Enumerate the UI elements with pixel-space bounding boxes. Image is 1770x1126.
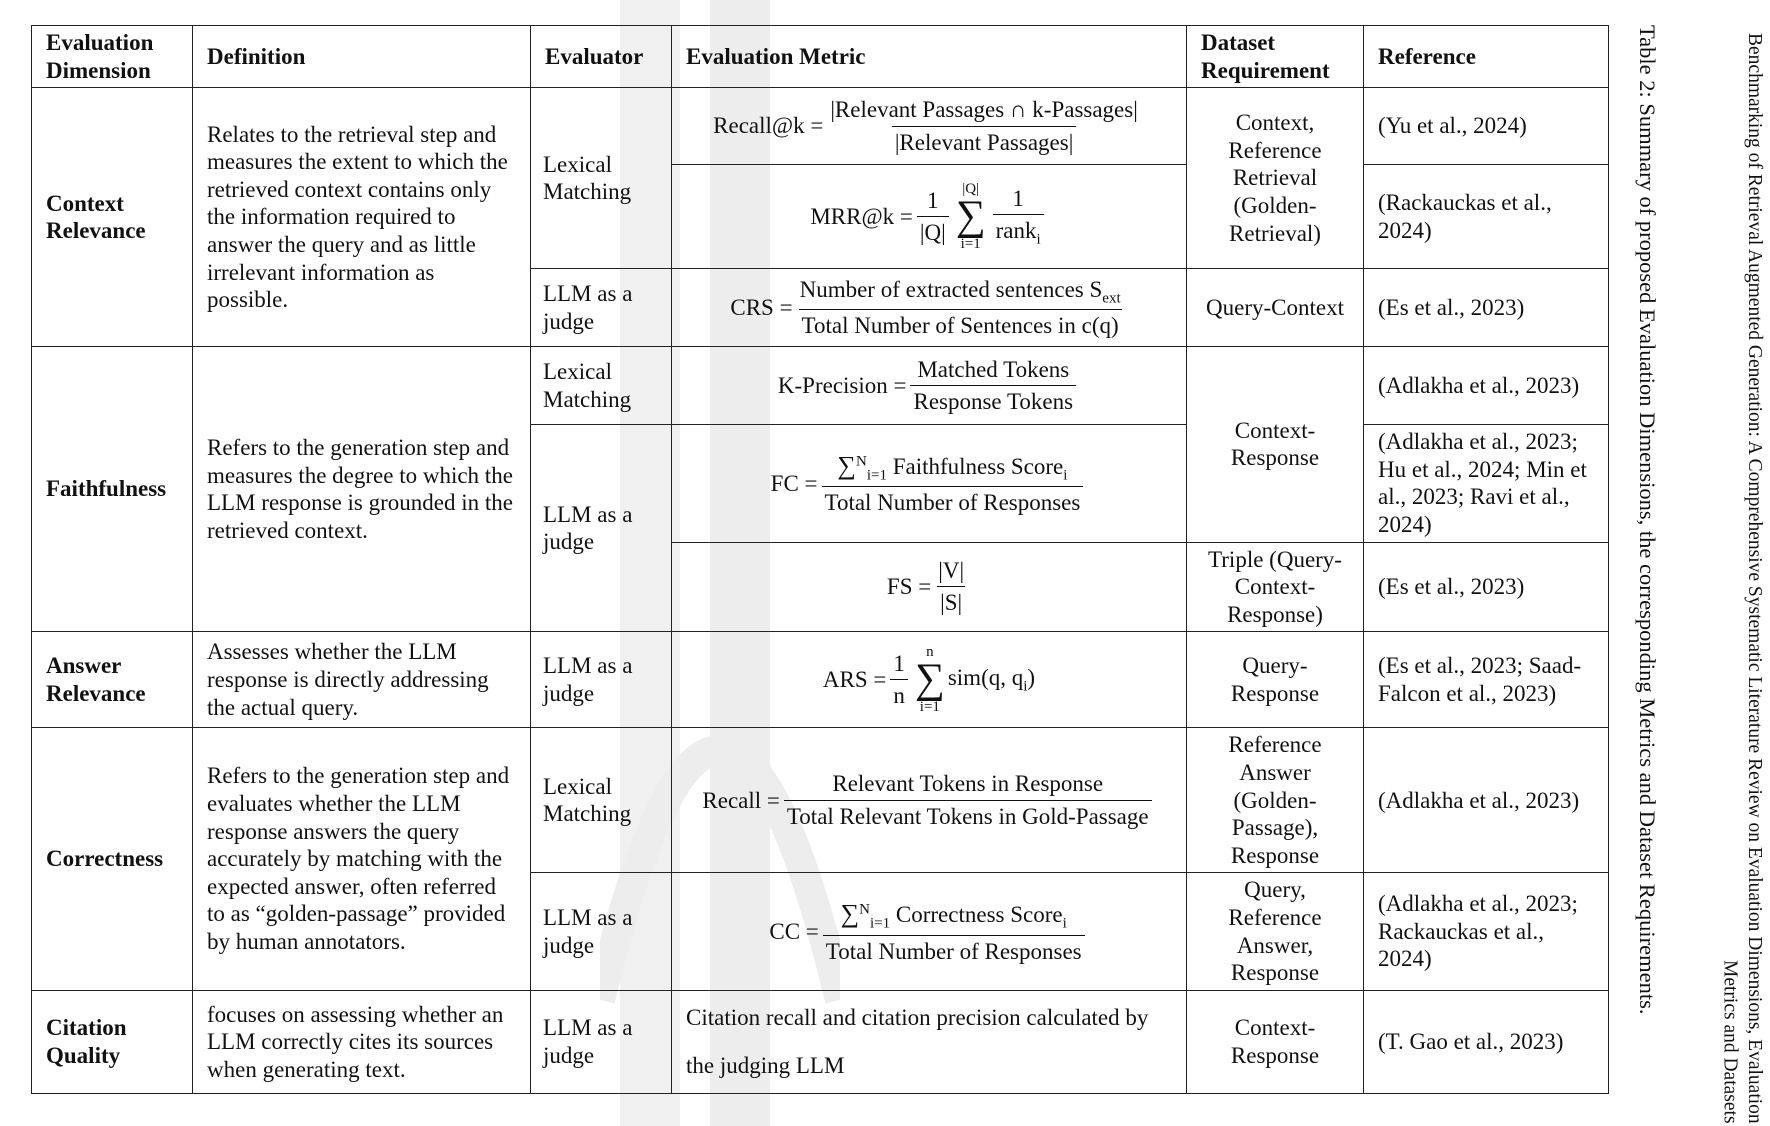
requirement-context-response: Context-Response	[1187, 347, 1364, 542]
reference-ars: (Es et al., 2023; Saad-Falcon et al., 2023)	[1364, 632, 1609, 728]
table-row	[32, 347, 1609, 425]
sum-lower-limit: i=1	[960, 235, 981, 252]
similarity-close: )	[1027, 665, 1036, 691]
table-row	[32, 990, 1609, 1094]
sum-sigma: ∑	[840, 898, 860, 928]
evaluator-llm-faithfulness: LLM as a judge	[531, 425, 672, 632]
formula-numerator: |Relevant Passages ∩ k-Passages|	[830, 97, 1138, 123]
evaluator-lexical-correctness: Lexical Matching	[531, 728, 672, 873]
reference-cc: (Adlakha et al., 2023; Rackauckas et al., 2024)	[1364, 873, 1609, 990]
formula-denominator: Total Relevant Tokens in Gold-Passage	[784, 800, 1152, 831]
score-subscript: i	[1063, 467, 1068, 484]
formula-numerator: 1	[893, 650, 905, 676]
formula-lhs: Recall@k =	[713, 113, 824, 139]
formula-lhs: CRS =	[730, 294, 793, 320]
requirement-triple: Triple (Query-Context-Response)	[1187, 542, 1364, 632]
requirement-query-response: Query-Response	[1187, 632, 1364, 728]
reference-fs: (Es et al., 2023)	[1364, 542, 1609, 632]
requirement-query-reference-answer: Query, Reference Answer, Response	[1187, 873, 1364, 990]
sum-sigma: ∑	[955, 192, 986, 239]
requirement-golden-retrieval: Context, Reference Retrieval (Golden-Retrieval)	[1187, 88, 1364, 269]
formula-crs	[672, 269, 1187, 347]
definition-citation-quality: focuses on assessing whether an LLM correctly cites its sources when generating text.	[193, 990, 531, 1094]
col-header-evaluator: Evaluator	[531, 26, 672, 88]
score-subscript: i	[1062, 915, 1067, 932]
dimension-context-relevance: Context Relevance	[32, 88, 193, 347]
reference-recall: (Adlakha et al., 2023)	[1364, 728, 1609, 873]
col-header-dimension: Evaluation Dimension	[32, 26, 193, 88]
rank-term: rank	[995, 218, 1037, 244]
score-term: Faithfulness Score	[892, 453, 1064, 479]
requirement-query-context: Query-Context	[1187, 269, 1364, 347]
formula-denominator: Total Number of Responses	[822, 486, 1084, 517]
evaluator-llm-answer: LLM as a judge	[531, 632, 672, 728]
reference-recall-at-k: (Yu et al., 2024)	[1364, 88, 1609, 165]
running-header	[1717, 0, 1766, 1124]
formula-denominator: n	[890, 679, 908, 710]
formula-numerator: 1	[1012, 185, 1024, 211]
evaluator-llm-correctness: LLM as a judge	[531, 873, 672, 990]
sum-lower-limit: i=1	[866, 467, 887, 484]
sum-lower-limit: i=1	[919, 698, 940, 715]
formula-numerator: Number of extracted sentences S	[799, 276, 1103, 302]
formula-lhs: Recall =	[702, 787, 780, 813]
formula-denominator: |Q|	[917, 216, 949, 247]
table-row	[32, 728, 1609, 873]
dimension-answer-relevance: Answer Relevance	[32, 632, 193, 728]
reference-mrr: (Rackauckas et al., 2024)	[1364, 165, 1609, 269]
formula-recall-at-k	[672, 88, 1187, 165]
sum-upper-limit: n	[926, 643, 934, 660]
formula-k-precision	[672, 347, 1187, 425]
requirement-reference-answer: Reference Answer (Golden-Passage), Response	[1187, 728, 1364, 873]
formula-numerator: Matched Tokens	[917, 356, 1070, 382]
formula-numerator: 1	[927, 187, 939, 213]
formula-lhs: FS =	[886, 574, 932, 600]
sum-sigma: ∑	[837, 450, 856, 480]
col-header-dataset: Dataset Requirement	[1187, 26, 1364, 88]
formula-subscript: ext	[1102, 290, 1121, 307]
sum-sigma: ∑	[914, 655, 945, 702]
sum-upper-limit: |Q|	[962, 180, 980, 197]
formula-mrr-at-k	[672, 165, 1187, 269]
dimension-faithfulness: Faithfulness	[32, 347, 193, 632]
table-header-row	[32, 26, 1609, 88]
formula-denominator: Response Tokens	[910, 385, 1076, 416]
formula-denominator: Total Number of Sentences in c(q)	[799, 309, 1122, 340]
evaluator-llm-citation: LLM as a judge	[531, 990, 672, 1094]
metric-citation: Citation recall and citation precision calculated by the judging LLM	[672, 990, 1187, 1094]
table-row	[32, 88, 1609, 165]
similarity-subscript: i	[1023, 678, 1028, 695]
reference-crs: (Es et al., 2023)	[1364, 269, 1609, 347]
formula-cc	[672, 873, 1187, 990]
reference-k-precision: (Adlakha et al., 2023)	[1364, 347, 1609, 425]
definition-faithfulness: Refers to the generation step and measures the degree to which the LLM response is grounded in the retrieved context.	[193, 347, 531, 632]
formula-fs	[672, 542, 1187, 632]
running-header-line2: Metrics and Datasets	[1719, 960, 1741, 1124]
formula-numerator: |V|	[938, 557, 965, 583]
evaluator-llm-context: LLM as a judge	[531, 269, 672, 347]
similarity-term: sim(q, q	[947, 665, 1024, 691]
definition-answer-relevance: Assesses whether the LLM response is directly addressing the actual query.	[193, 632, 531, 728]
formula-recall	[672, 728, 1187, 873]
table-caption: Table 2: Summary of proposed Evaluation Dimensions, the corresponding Metrics and Dataset Requirements.	[1635, 25, 1660, 1015]
reference-fc: (Adlakha et al., 2023; Hu et al., 2024; Min et al., 2023; Ravi et al., 2024)	[1364, 425, 1609, 542]
sum-upper-limit: N	[855, 453, 867, 470]
formula-denominator: |S|	[937, 586, 965, 617]
formula-denominator: |Relevant Passages|	[892, 126, 1076, 157]
rank-subscript: i	[1036, 231, 1041, 248]
requirement-citation: Context-Response	[1187, 990, 1364, 1094]
formula-lhs: MRR@k =	[810, 203, 913, 229]
sum-upper-limit: N	[859, 901, 870, 918]
dimension-citation-quality: Citation Quality	[32, 990, 193, 1094]
formula-ars	[672, 632, 1187, 728]
formula-lhs: K-Precision =	[777, 372, 907, 398]
evaluator-lexical-faithfulness: Lexical Matching	[531, 347, 672, 425]
formula-fc	[672, 425, 1187, 542]
evaluation-table	[31, 25, 1609, 1094]
running-header-line1: Benchmarking of Retrieval Augmented Generation: A Comprehensive Systematic Literature Review on Evaluation Dimensions, Evaluation	[1744, 33, 1765, 1124]
col-header-reference: Reference	[1364, 26, 1609, 88]
table-row	[32, 632, 1609, 728]
formula-lhs: FC =	[770, 470, 818, 496]
formula-lhs: ARS =	[822, 667, 887, 693]
definition-context-relevance: Relates to the retrieval step and measures the extent to which the retrieved context contains only the information required to answer the query and as little irrelevant information as possible.	[193, 88, 531, 347]
dimension-correctness: Correctness	[32, 728, 193, 990]
sum-lower-limit: i=1	[870, 915, 891, 932]
reference-citation: (T. Gao et al., 2023)	[1364, 990, 1609, 1094]
score-term: Correctness Score	[895, 901, 1063, 927]
formula-denominator: Total Number of Responses	[823, 935, 1085, 966]
col-header-definition: Definition	[193, 26, 531, 88]
evaluator-lexical-context: Lexical Matching	[531, 88, 672, 269]
definition-correctness: Refers to the generation step and evaluates whether the LLM response answers the query accurately by matching with the expected answer, often referred to as “golden-passage” provided by human annotators.	[193, 728, 531, 990]
formula-lhs: CC =	[769, 918, 819, 944]
col-header-metric: Evaluation Metric	[672, 26, 1187, 88]
formula-numerator: Relevant Tokens in Response	[832, 771, 1104, 797]
